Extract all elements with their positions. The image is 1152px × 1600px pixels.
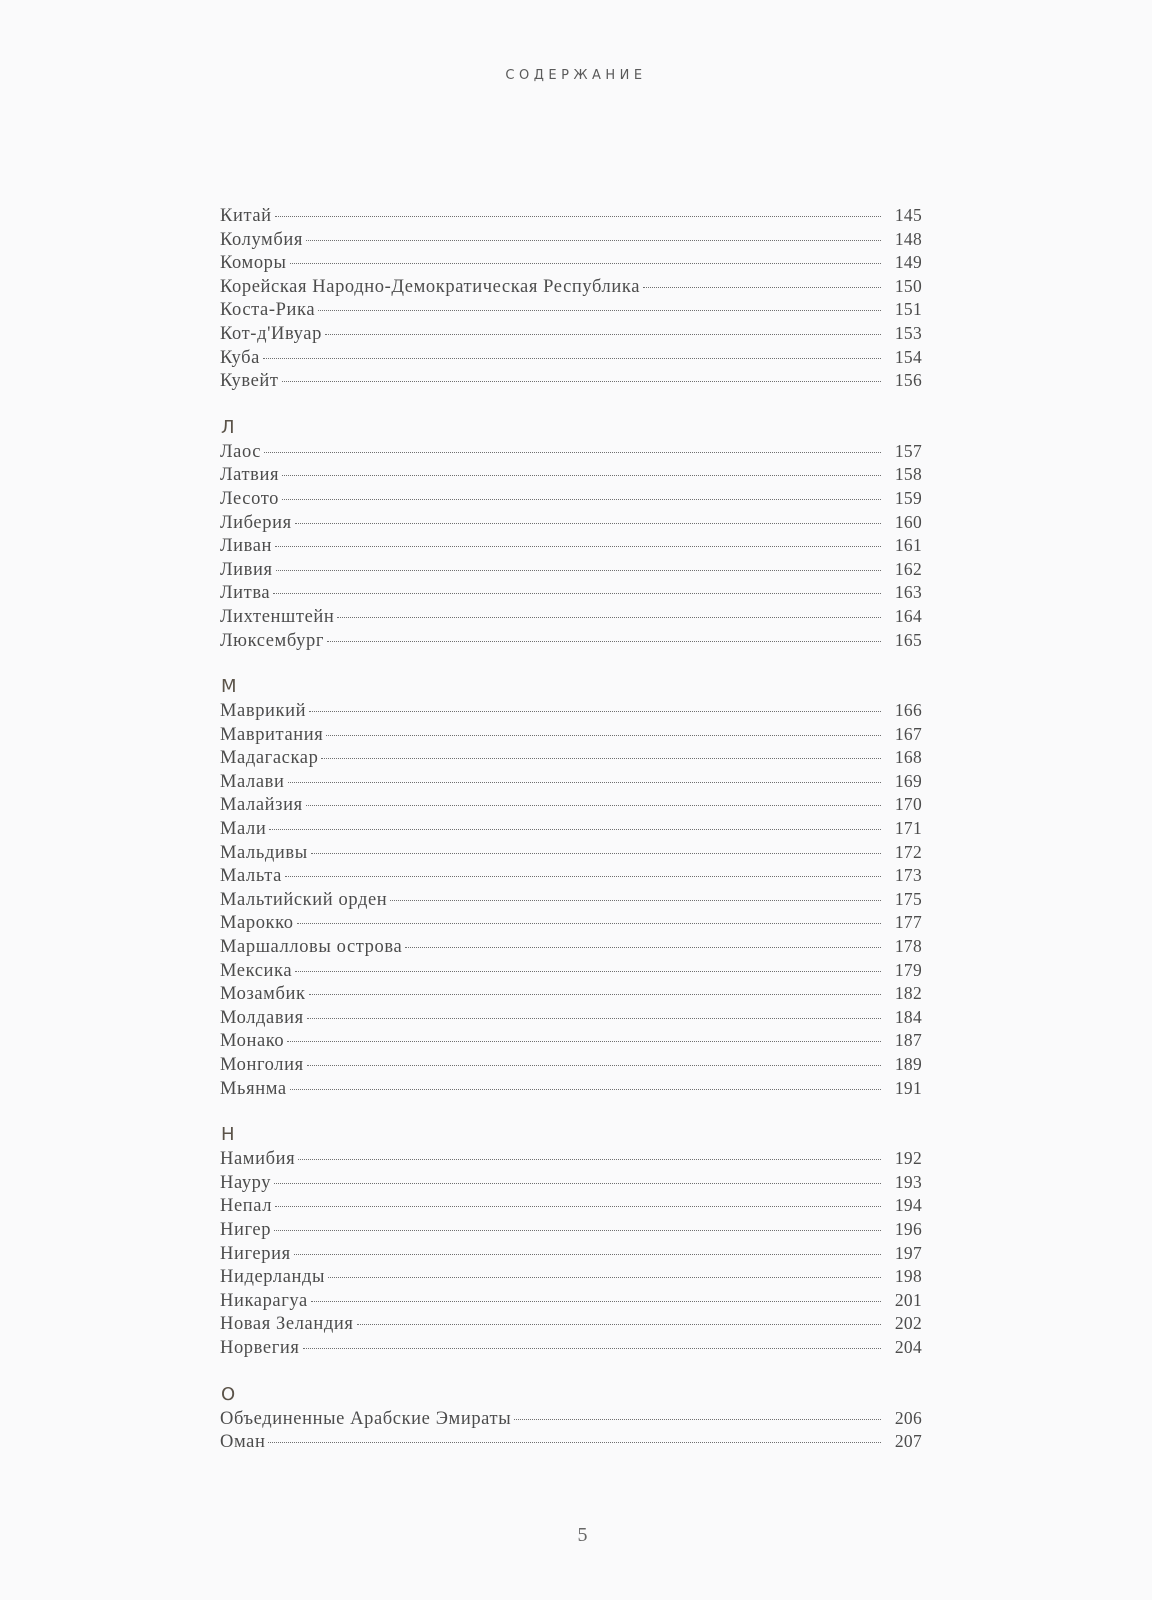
dot-leader <box>273 593 881 594</box>
dot-leader <box>325 334 881 335</box>
entry-page-number: 173 <box>894 865 922 886</box>
toc-entry <box>220 723 922 747</box>
entry-title: Лаос <box>220 441 262 462</box>
entry-page-number: 163 <box>894 582 922 603</box>
entry-title: Монголия <box>220 1055 304 1075</box>
toc-entry <box>220 629 922 653</box>
entry-title: Мексика <box>220 960 293 981</box>
entry-page-number: 177 <box>894 912 922 933</box>
entry-page-number: 154 <box>894 346 922 367</box>
toc-entry <box>220 440 922 464</box>
entry-page-number: 192 <box>894 1148 922 1169</box>
entry-page-number: 168 <box>894 747 922 768</box>
entry-page-number: 206 <box>894 1407 922 1428</box>
entry-page-number: 169 <box>894 770 922 791</box>
entry-page-number: 179 <box>894 959 922 980</box>
dot-leader <box>274 1183 881 1184</box>
entry-title: Мальдивы <box>220 842 308 863</box>
toc-entry <box>220 298 922 322</box>
toc-entry <box>220 959 922 983</box>
toc-entry <box>220 487 922 511</box>
toc-section <box>220 1123 922 1359</box>
toc-entry <box>220 746 922 770</box>
entry-page-number: 151 <box>894 299 922 320</box>
dot-leader <box>298 1159 881 1160</box>
section-letter: Н <box>221 1124 235 1146</box>
section-letter: О <box>221 1383 236 1405</box>
entry-title: Мальта <box>220 866 282 887</box>
entry-title: Ливан <box>220 536 273 557</box>
dot-leader <box>274 1230 881 1231</box>
toc-entry <box>220 982 922 1006</box>
toc-entry <box>220 1053 922 1077</box>
dot-leader <box>269 829 881 830</box>
toc-section <box>220 204 922 393</box>
entry-title: Лесото <box>220 488 280 509</box>
entry-title: Марокко <box>220 913 294 934</box>
dot-leader <box>309 711 881 712</box>
toc-entry <box>220 793 922 817</box>
entry-title: Маршалловы острова <box>220 937 403 958</box>
entry-title: Мадагаскар <box>220 748 319 769</box>
toc-entry <box>220 1242 922 1266</box>
running-head: СОДЕРЖАНИЕ <box>505 68 647 83</box>
entry-page-number: 158 <box>894 464 922 485</box>
dot-leader <box>268 1442 881 1443</box>
entry-page-number: 166 <box>894 700 922 721</box>
dot-leader <box>276 570 881 571</box>
dot-leader <box>390 900 881 901</box>
entry-title: Кувейт <box>220 371 279 392</box>
entry-page-number: 164 <box>894 605 922 626</box>
toc-entry <box>220 911 922 935</box>
dot-leader <box>264 452 881 453</box>
toc-entry <box>220 1265 922 1289</box>
dot-leader <box>290 1089 881 1090</box>
entry-title: Ливия <box>220 559 273 580</box>
entry-page-number: 189 <box>894 1054 922 1074</box>
toc-entry <box>220 1171 922 1195</box>
toc-entry <box>220 581 922 605</box>
entry-title: Лихтенштейн <box>220 606 335 627</box>
toc-entry <box>220 1029 922 1053</box>
entry-page-number: 201 <box>894 1289 922 1310</box>
entry-page-number: 175 <box>894 888 922 909</box>
toc-entry <box>220 864 922 888</box>
toc-entry <box>220 346 922 370</box>
toc-entry <box>220 1289 922 1313</box>
entry-page-number: 207 <box>894 1431 922 1452</box>
entry-page-number: 162 <box>894 558 922 579</box>
toc-entry <box>220 1336 922 1360</box>
entry-title: Либерия <box>220 512 292 533</box>
entry-page-number: 170 <box>894 794 922 815</box>
entry-title: Науру <box>220 1172 272 1193</box>
dot-leader <box>295 523 881 524</box>
toc-entry <box>220 1147 922 1171</box>
entry-title: Малайзия <box>220 795 303 816</box>
dot-leader <box>303 1348 882 1349</box>
dot-leader <box>297 923 881 924</box>
entry-page-number: 187 <box>894 1030 922 1051</box>
toc-section <box>220 1383 922 1454</box>
dot-leader <box>306 240 881 241</box>
toc-entry <box>220 1006 922 1030</box>
toc-section <box>220 675 922 1100</box>
toc-entry <box>220 369 922 393</box>
toc-entry <box>220 204 922 228</box>
dot-leader <box>306 805 881 806</box>
entry-page-number: 194 <box>894 1195 922 1216</box>
entry-title: Объединенные Арабские Эмираты <box>220 1408 512 1429</box>
dot-leader <box>357 1324 882 1325</box>
entry-title: Монако <box>220 1031 285 1052</box>
dot-leader <box>295 971 881 972</box>
dot-leader <box>282 475 881 476</box>
toc-entry <box>220 534 922 558</box>
toc-entry <box>220 1077 922 1101</box>
entry-title: Нидерланды <box>220 1267 326 1288</box>
entry-page-number: 178 <box>894 936 922 957</box>
dot-leader <box>328 1277 881 1278</box>
toc-entry <box>220 888 922 912</box>
entry-title: Мозамбик <box>220 984 306 1005</box>
entry-page-number: 182 <box>894 983 922 1004</box>
toc-section <box>220 416 922 652</box>
dot-leader <box>285 876 881 877</box>
entry-page-number: 172 <box>894 841 922 862</box>
entry-title: Молдавия <box>220 1007 304 1028</box>
entry-title: Маврикий <box>220 701 307 722</box>
toc-entry <box>220 1430 922 1454</box>
entry-title: Кот-д'Ивуар <box>220 323 322 344</box>
toc-entry <box>220 251 922 275</box>
section-letter: М <box>221 676 237 698</box>
dot-leader <box>311 1301 881 1302</box>
entry-title: Намибия <box>220 1149 296 1170</box>
entry-title: Мавритания <box>220 724 324 745</box>
entry-page-number: 184 <box>894 1006 922 1027</box>
dot-leader <box>307 1018 881 1019</box>
toc-entry <box>220 770 922 794</box>
entry-page-number: 148 <box>894 228 922 249</box>
entry-title: Люксембург <box>220 630 325 651</box>
entry-title: Корейская Народно-Демократическая Республика <box>220 276 641 297</box>
entry-title: Норвегия <box>220 1337 300 1358</box>
toc-entry <box>220 935 922 959</box>
entry-title: Коморы <box>220 253 287 274</box>
table-of-contents <box>220 204 922 1454</box>
entry-page-number: 198 <box>894 1266 922 1287</box>
entry-page-number: 167 <box>894 723 922 744</box>
dot-leader <box>514 1419 881 1420</box>
toc-entry <box>220 841 922 865</box>
dot-leader <box>275 216 881 217</box>
entry-title: Коста-Рика <box>220 300 316 321</box>
entry-page-number: 193 <box>894 1171 922 1192</box>
entry-title: Колумбия <box>220 229 303 250</box>
dot-leader <box>288 782 881 783</box>
entry-page-number: 159 <box>894 487 922 508</box>
toc-entry <box>220 275 922 299</box>
dot-leader <box>311 853 881 854</box>
entry-page-number: 160 <box>894 511 922 532</box>
toc-entry <box>220 511 922 535</box>
dot-leader <box>263 358 881 359</box>
entry-title: Мали <box>220 819 267 840</box>
dot-leader <box>326 735 881 736</box>
entry-page-number: 204 <box>894 1336 922 1357</box>
toc-entry <box>220 463 922 487</box>
entry-title: Куба <box>220 347 260 368</box>
entry-page-number: 196 <box>894 1218 922 1239</box>
toc-entry <box>220 558 922 582</box>
entry-page-number: 145 <box>894 205 922 225</box>
entry-title: Латвия <box>220 465 280 486</box>
toc-entry <box>220 1218 922 1242</box>
toc-entry <box>220 605 922 629</box>
dot-leader <box>337 617 881 618</box>
toc-entry <box>220 1407 922 1431</box>
dot-leader <box>309 994 881 995</box>
dot-leader <box>643 287 881 288</box>
dot-leader <box>294 1254 881 1255</box>
dot-leader <box>287 1041 881 1042</box>
entry-page-number: 156 <box>894 370 922 391</box>
toc-entry <box>220 322 922 346</box>
entry-title: Китай <box>220 206 272 226</box>
entry-title: Литва <box>220 583 271 604</box>
entry-title: Новая Зеландия <box>220 1314 354 1335</box>
toc-entry <box>220 1194 922 1218</box>
dot-leader <box>318 310 881 311</box>
entry-title: Мьянма <box>220 1078 287 1099</box>
entry-page-number: 149 <box>894 252 922 273</box>
dot-leader <box>321 758 881 759</box>
entry-title: Мальтийский орден <box>220 889 388 910</box>
dot-leader <box>275 546 881 547</box>
entry-page-number: 165 <box>894 629 922 650</box>
dot-leader <box>275 1206 881 1207</box>
entry-title: Оман <box>220 1432 266 1453</box>
toc-entry <box>220 228 922 252</box>
entry-title: Никарагуа <box>220 1290 308 1311</box>
entry-page-number: 171 <box>894 818 922 839</box>
entry-title: Непал <box>220 1196 273 1217</box>
page-number: 5 <box>577 1524 588 1546</box>
entry-page-number: 161 <box>894 535 922 556</box>
toc-entry <box>220 699 922 723</box>
entry-title: Малави <box>220 771 285 792</box>
entry-title: Нигерия <box>220 1243 291 1264</box>
dot-leader <box>327 641 881 642</box>
entry-page-number: 150 <box>894 275 922 296</box>
entry-page-number: 153 <box>894 322 922 343</box>
dot-leader <box>282 381 881 382</box>
entry-page-number: 197 <box>894 1242 922 1263</box>
toc-entry <box>220 1312 922 1336</box>
toc-entry <box>220 817 922 841</box>
entry-page-number: 202 <box>894 1313 922 1334</box>
entry-page-number: 157 <box>894 440 922 461</box>
dot-leader <box>405 947 881 948</box>
entry-page-number: 191 <box>894 1077 922 1098</box>
dot-leader <box>282 499 881 500</box>
section-letter: Л <box>221 416 235 438</box>
dot-leader <box>307 1065 881 1066</box>
entry-title: Нигер <box>220 1219 272 1240</box>
dot-leader <box>290 263 881 264</box>
